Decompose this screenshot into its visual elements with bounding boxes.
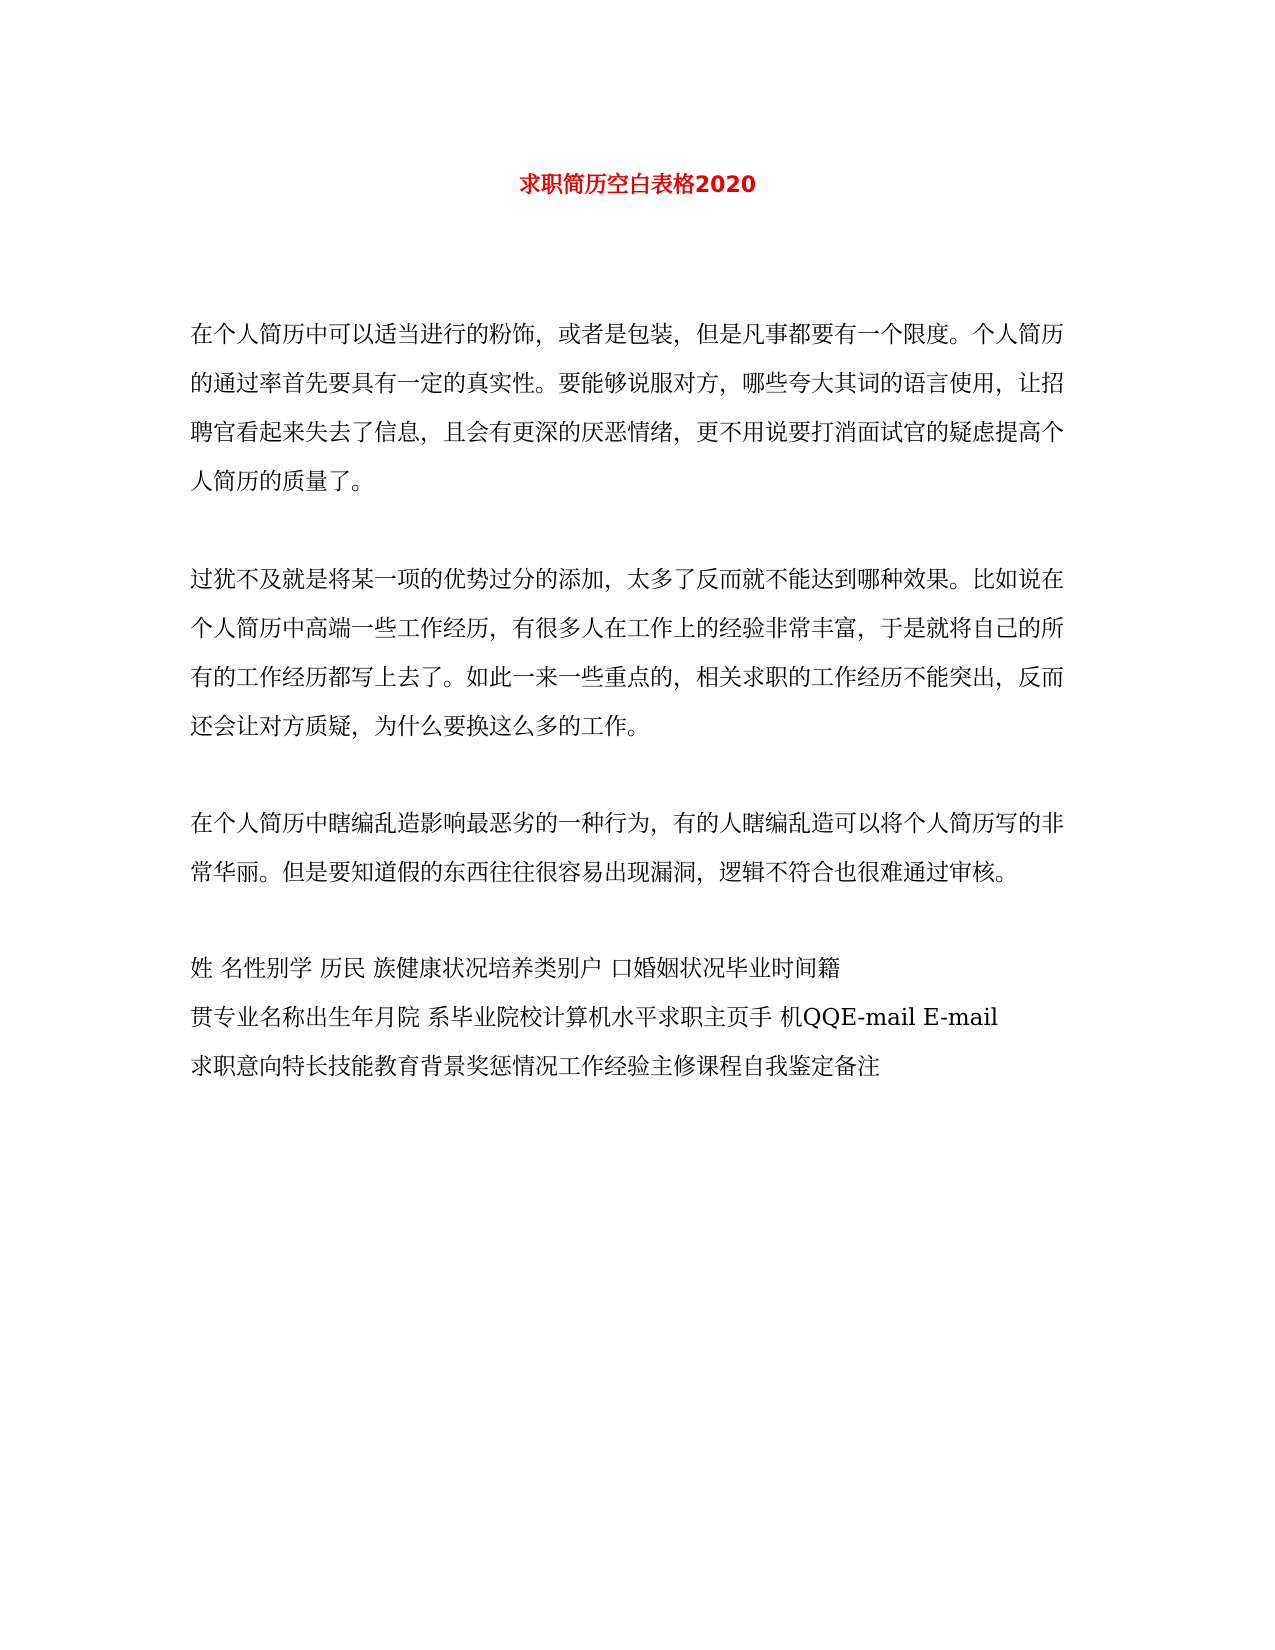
body-paragraph-2: 过犹不及就是将某一项的优势过分的添加，太多了反而就不能达到哪种效果。比如说在个人简历中高端一些工作经历，有很多人在工作上的经验非常丰富，于是就将自己的所有的工作经历都写上去了。如此一来一些重点的，相关求职的工作经历不能突出，反而还会让对方质疑，为什么要换这么多的工作。 [190,567,1064,740]
field-line-3: 求职意向特长技能教育背景奖惩情况工作经验主修课程自我鉴定备注 [190,1054,880,1080]
resume-field-list [190,945,1070,1092]
body-paragraph-3: 在个人简历中瞎编乱造影响最恶劣的一种行为，有的人瞎编乱造可以将个人简历写的非常华丽。但是要知道假的东西往往很容易出现漏洞，逻辑不符合也很难通过审核。 [190,811,1064,886]
document-title: 求职简历空白表格2020 [518,173,757,198]
field-line-1: 姓 名性别学 历民 族健康状况培养类别户 口婚姻状况毕业时间籍 [190,956,841,982]
field-line-2: 贯专业名称出生年月院 系毕业院校计算机水平求职主页手 机QQE-mail E-mail [190,1005,999,1031]
body-paragraph-1: 在个人简历中可以适当进行的粉饰，或者是包装，但是凡事都要有一个限度。个人简历的通过率首先要具有一定的真实性。要能够说服对方，哪些夸大其词的语言使用，让招聘官看起来失去了信息，且会有更深的厌恶情绪，更不用说要打消面试官的疑虑提高个人简历的质量了。 [190,322,1064,495]
